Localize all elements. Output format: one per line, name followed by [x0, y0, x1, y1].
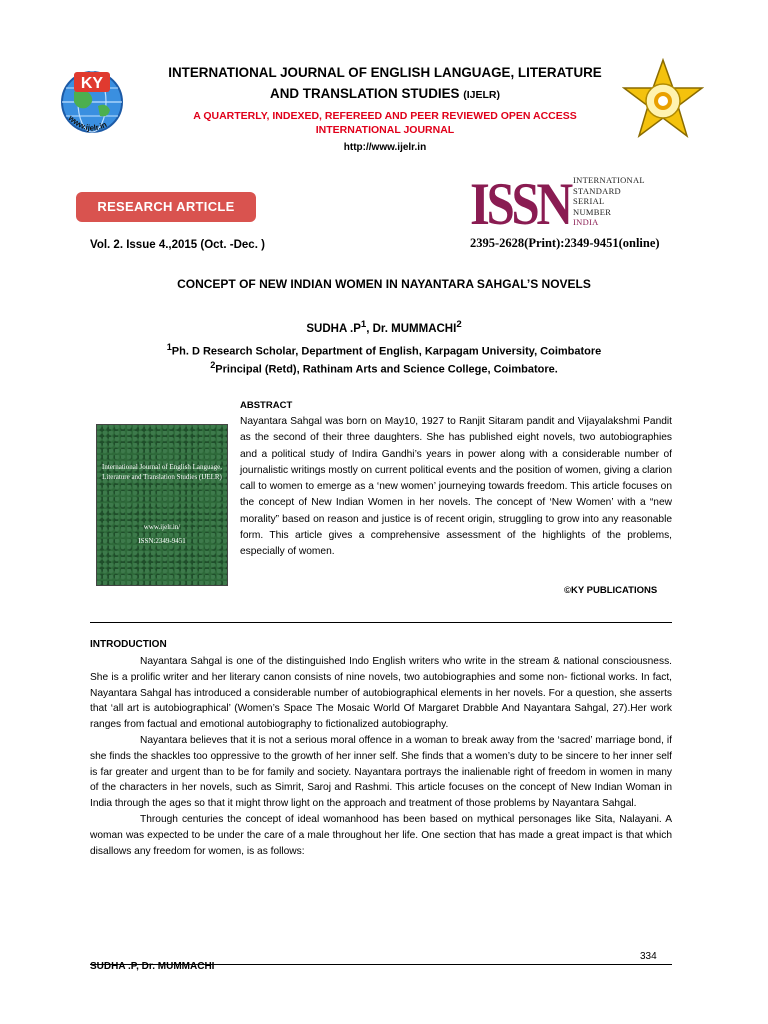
intro-paragraph: Through centuries the concept of ideal womanhood has been based on mythical personages like Sita, Nalayani. A woman was expected to be under the care of a male throughout her life. One section that has made a great impact is that which disallows any freedom for women, is as follows:: [90, 813, 672, 857]
abstract-text: Nayantara Sahgal was born on May10, 1927 to Ranjit Sitaram pandit and Vijayalakshmi Pandit as the second of their three daughters. She has published eight novels, two autobiographies and a political study of Indira Gandhi’s years in power along with a considerable number of journalistic writings mostly on current political events and the position of women, giving a clarion call to women to emerge as a ‘new women’ journeying towards freedom. This article focuses on the concept of New Indian Women in her novels. The concept of ‘New Women’ with a “new morality” based on reason and justice is of recent origin, struggling to grow into any reasonable form. This article gives a comprehensive assessment of the highlights of the problems, especially of women.: [240, 416, 672, 558]
affiliation-1: [60, 342, 708, 358]
issn-line: SERIAL: [573, 196, 605, 207]
affiliation-2-sup: 2: [210, 360, 216, 370]
issn-line: INTERNATIONAL: [573, 175, 645, 185]
ky-logo-url: www.ijelr.in: [66, 113, 109, 133]
journal-cover-image: [96, 424, 228, 586]
author-2: , Dr. MUMMACHI: [366, 322, 457, 335]
author-1-sup: 1: [360, 319, 367, 330]
affiliation-1-sup: 1: [166, 342, 172, 352]
journal-title-line1: INTERNATIONAL JOURNAL OF ENGLISH LANGUAGE, LITERATURE: [168, 65, 602, 80]
affiliation-1-text: Ph. D Research Scholar, Department of English, Karpagam University, Coimbatore: [171, 345, 602, 358]
issn-line: NUMBER: [573, 206, 612, 217]
issn-numbers: 2395-2628(Print):2349-9451(online): [470, 236, 660, 250]
journal-title-line2: [140, 86, 630, 101]
journal-abbrev: (IJELR): [463, 89, 500, 101]
publisher-credit: ©KY PUBLICATIONS: [564, 585, 658, 596]
author-2-sup: 2: [456, 319, 462, 330]
issn-line: STANDARD: [573, 185, 622, 196]
paper-title: CONCEPT OF NEW INDIAN WOMEN IN NAYANTARA SAHGAL’S NOVELS: [177, 277, 591, 291]
intro-paragraph: Nayantara believes that it is not a serious moral offence in a woman to break away from the ‘sacred’ marriage bond, if she finds the shackles too oppressive to the growth of her inner self. She finds that a women’s duty to be sincere to her inner self is far greater and urgent than to be for family and society. Nayantara portrays the inalienable right of freedom in women in many of the characters in her novels, such as Simrit, Saroj and Rashmi. This article focuses on the concept of New Indian Woman in India through the ages so that it might throw light on the approach and treatment of those problems by Nayantara Sahgal.: [90, 734, 672, 810]
section-divider: [90, 622, 672, 623]
page-number: 334: [640, 951, 657, 962]
introduction-heading: INTRODUCTION: [90, 639, 167, 650]
volume-issue: Vol. 2. Issue 4.,2015 (Oct. -Dec. ): [90, 239, 265, 251]
journal-url[interactable]: http://www.ijelr.in: [343, 142, 427, 153]
issn-logo-word: ISSN: [470, 171, 570, 237]
journal-subtitle-line2: INTERNATIONAL JOURNAL: [315, 124, 455, 136]
authors: [60, 319, 708, 335]
abstract-heading: ABSTRACT: [240, 400, 293, 411]
journal-subtitle-line1: A QUARTERLY, INDEXED, REFEREED AND PEER REVIEWED OPEN ACCESS: [193, 110, 577, 122]
issn-logo-lines: [573, 175, 645, 228]
issn-line: INDIA: [573, 217, 599, 228]
cover-issn: ISSN:2349-9451: [138, 537, 186, 545]
ky-logo-text: KY: [80, 75, 104, 92]
cover-url: www.ijelr.in/: [143, 523, 181, 531]
cover-title: International Journal of English Language, Literature and Translation Studies (IJELR): [102, 463, 222, 481]
star-seal-logo: [622, 58, 704, 140]
affiliation-2: [60, 360, 708, 376]
research-article-badge: RESEARCH ARTICLE: [76, 192, 256, 222]
footer-authors: SUDHA .P, Dr. MUMMACHI: [90, 961, 215, 972]
journal-title-line2-text: AND TRANSLATION STUDIES: [270, 86, 460, 101]
intro-paragraph: Nayantara Sahgal is one of the distinguished Indo English writers who write in the stream & national consciousness. She is a prolific writer and her literary canon consists of nine novels, two autobiographies and some non- fictional works. In fact, Nayantara Sahgal has introduced a considerable number of autobiographical elements in her novels. For a question, she asserts that ‘all art is autobiographical’ (Women’s Space The Mosaic World Of Margaret Drabble And Nayantara Sahgal, 27).Her work ranges from factual and emotional autobiography to fictionalized autobiography.: [90, 656, 672, 731]
ky-globe-logo: [52, 62, 132, 142]
author-1: SUDHA .P: [306, 322, 361, 335]
introduction-body: [90, 654, 672, 859]
affiliation-2-text: Principal (Retd), Rathinam Arts and Science College, Coimbatore.: [215, 363, 558, 376]
